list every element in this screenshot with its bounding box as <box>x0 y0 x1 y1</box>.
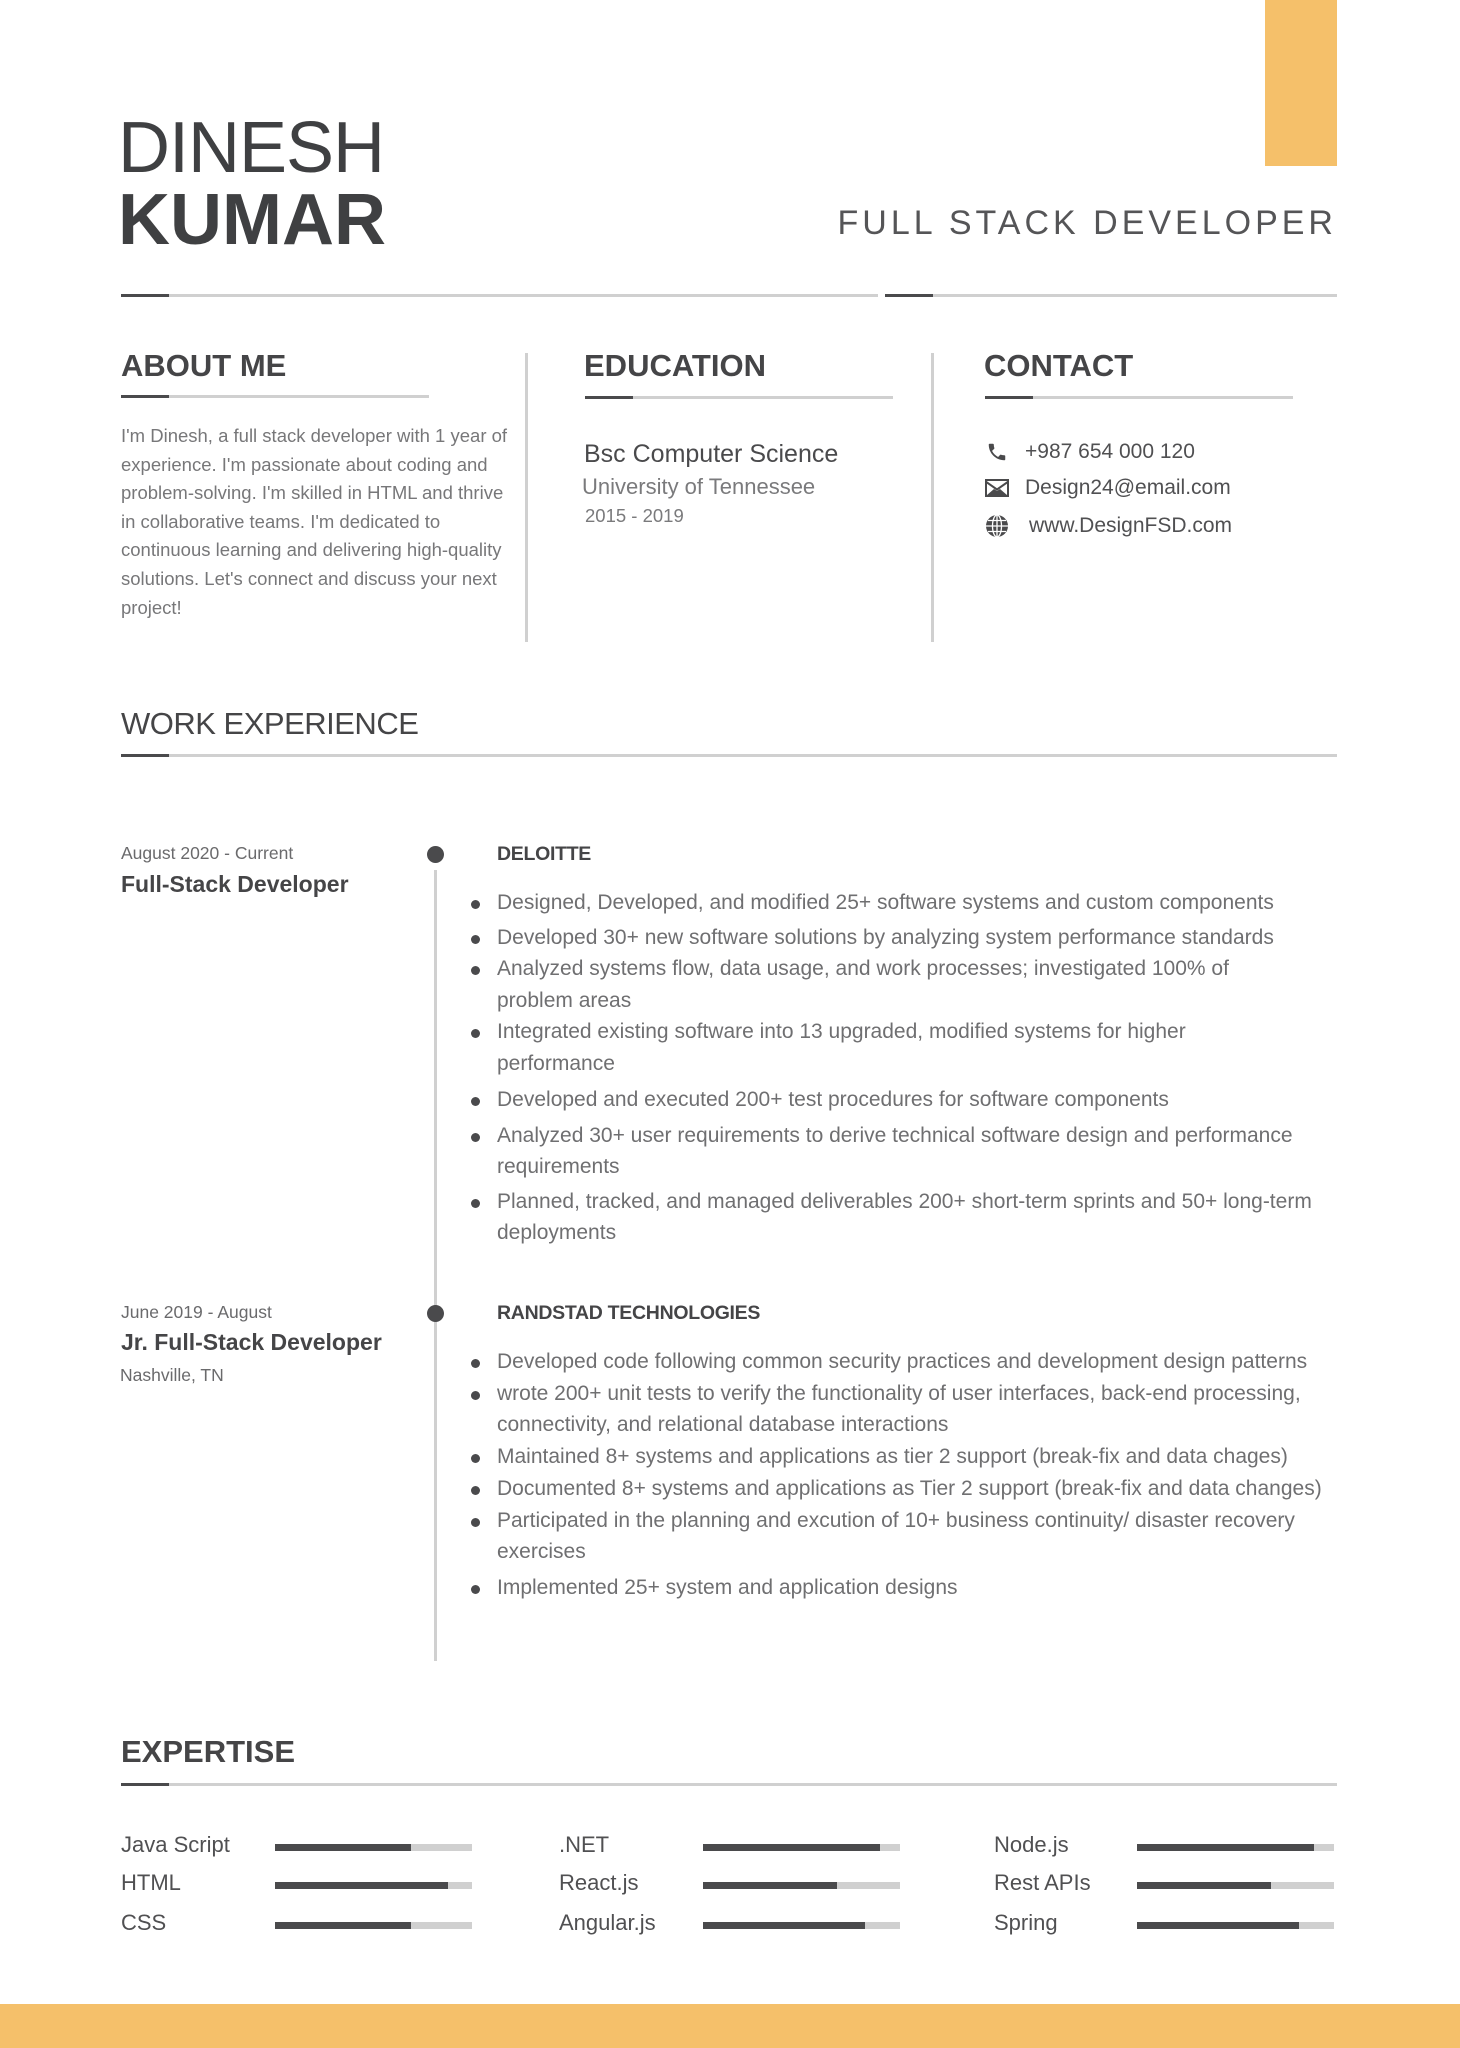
contact-phone-value: +987 654 000 120 <box>1025 440 1195 463</box>
education-years: 2015 - 2019 <box>585 505 684 526</box>
skill-level-bar <box>1137 1922 1334 1929</box>
education-divider <box>585 396 893 399</box>
work-title: WORK EXPERIENCE <box>121 706 419 741</box>
skill-level-bar <box>275 1922 472 1929</box>
skill-level-fill <box>275 1922 411 1929</box>
column-divider-2 <box>931 353 934 642</box>
bullet-item: Designed, Developed, and modified 25+ software systems and custom components <box>468 887 1328 919</box>
job-location: Nashville, TN <box>120 1365 224 1385</box>
skill-label: .NET <box>559 1832 610 1857</box>
expertise-divider <box>121 1783 1337 1786</box>
skill-label: CSS <box>121 1910 167 1935</box>
timeline-dot <box>427 846 444 863</box>
timeline-dot <box>427 1305 444 1322</box>
job-role: Full-Stack Developer <box>121 871 349 897</box>
contact-divider <box>985 396 1293 399</box>
skill-level-bar <box>703 1882 900 1889</box>
bullet-item: Developed and executed 200+ test procedures for software components <box>468 1084 1328 1116</box>
bullet-item: Integrated existing software into 13 upgraded, modified systems for higher performance <box>468 1016 1238 1079</box>
skill-level-bar <box>275 1882 472 1889</box>
skill-label: Java Script <box>121 1832 230 1857</box>
column-divider-1 <box>525 353 528 642</box>
job-bullets <box>468 1346 1328 1603</box>
work-divider <box>121 754 1337 757</box>
contact-title: CONTACT <box>984 348 1134 383</box>
about-text: I'm Dinesh, a full stack developer with 1 year of experience. I'm passionate about coding and problem-solving. I'm skilled in HTML and thrive in collaborative teams. I'm dedicated to continuous learning and delivering high-quality solutions. Let's connect and discuss your next project! <box>121 425 508 618</box>
timeline-line <box>434 870 437 1661</box>
bullet-item: Documented 8+ systems and applications as Tier 2 support (break-fix and data changes) <box>468 1473 1328 1505</box>
bullet-item: Analyzed 30+ user requirements to derive technical software design and performance requirements <box>468 1120 1298 1183</box>
contact-email[interactable] <box>985 476 1231 500</box>
bullet-item: wrote 200+ unit tests to verify the functionality of user interfaces, back-end processing, connectivity, and relational database interactions <box>468 1378 1318 1441</box>
education-school: University of Tennessee <box>582 474 816 499</box>
about-divider <box>121 395 429 398</box>
skill-label: Rest APIs <box>994 1870 1091 1895</box>
skill-level-bar <box>1137 1844 1334 1851</box>
skill-label: Node.js <box>994 1832 1069 1857</box>
contact-website[interactable] <box>985 514 1232 538</box>
bullet-item: Analyzed systems flow, data usage, and work processes; investigated 100% of problem areas <box>468 953 1298 1016</box>
contact-phone[interactable] <box>985 440 1195 464</box>
bullet-item: Implemented 25+ system and application designs <box>468 1572 1328 1604</box>
first-name: DINESH <box>118 108 385 188</box>
contact-website-value: www.DesignFSD.com <box>1029 514 1233 537</box>
skill-level-fill <box>1137 1844 1314 1851</box>
globe-icon <box>985 514 1009 538</box>
job-dates: June 2019 - August <box>121 1302 272 1322</box>
skill-label: Spring <box>994 1910 1058 1935</box>
company-name: DELOITTE <box>497 843 592 865</box>
skill-label: React.js <box>559 1870 639 1895</box>
bullet-item: Planned, tracked, and managed deliverables 200+ short-term sprints and 50+ long-term deployments <box>468 1186 1318 1249</box>
skill-level-fill <box>1137 1922 1299 1929</box>
job-bullets <box>468 887 1328 1249</box>
bullet-item: Maintained 8+ systems and applications as tier 2 support (break-fix and data chages) <box>468 1441 1328 1473</box>
bullet-item: Developed code following common security practices and development design patterns <box>468 1346 1328 1378</box>
company-name: RANDSTAD TECHNOLOGIES <box>497 1302 761 1324</box>
job-title: FULL STACK DEVELOPER <box>837 204 1337 242</box>
contact-email-value: Design24@email.com <box>1025 476 1231 499</box>
skill-level-bar <box>703 1844 900 1851</box>
job-dates: August 2020 - Current <box>121 843 294 863</box>
skill-label: Angular.js <box>559 1910 656 1935</box>
skill-level-fill <box>275 1844 411 1851</box>
education-title: EDUCATION <box>584 348 766 383</box>
last-name: KUMAR <box>118 180 386 260</box>
education-degree: Bsc Computer Science <box>584 440 839 468</box>
mail-icon <box>985 476 1009 500</box>
skill-level-bar <box>1137 1882 1334 1889</box>
skill-level-fill <box>703 1844 880 1851</box>
skill-level-fill <box>703 1882 837 1889</box>
skill-level-fill <box>275 1882 448 1889</box>
footer-band <box>0 2004 1460 2048</box>
bullet-item: Participated in the planning and excution of 10+ business continuity/ disaster recovery exercises <box>468 1505 1298 1568</box>
skill-label: HTML <box>121 1870 181 1895</box>
expertise-title: EXPERTISE <box>121 1734 295 1769</box>
skill-level-bar <box>703 1922 900 1929</box>
bullet-item: Developed 30+ new software solutions by analyzing system performance standards <box>468 922 1328 954</box>
skill-level-fill <box>1137 1882 1271 1889</box>
accent-block <box>1265 0 1337 166</box>
header-divider-right <box>885 294 1337 297</box>
phone-icon <box>985 440 1009 464</box>
about-title: ABOUT ME <box>121 348 287 383</box>
header-divider-left <box>121 294 878 297</box>
skill-level-bar <box>275 1844 472 1851</box>
skill-level-fill <box>703 1922 865 1929</box>
job-role: Jr. Full-Stack Developer <box>121 1329 382 1355</box>
